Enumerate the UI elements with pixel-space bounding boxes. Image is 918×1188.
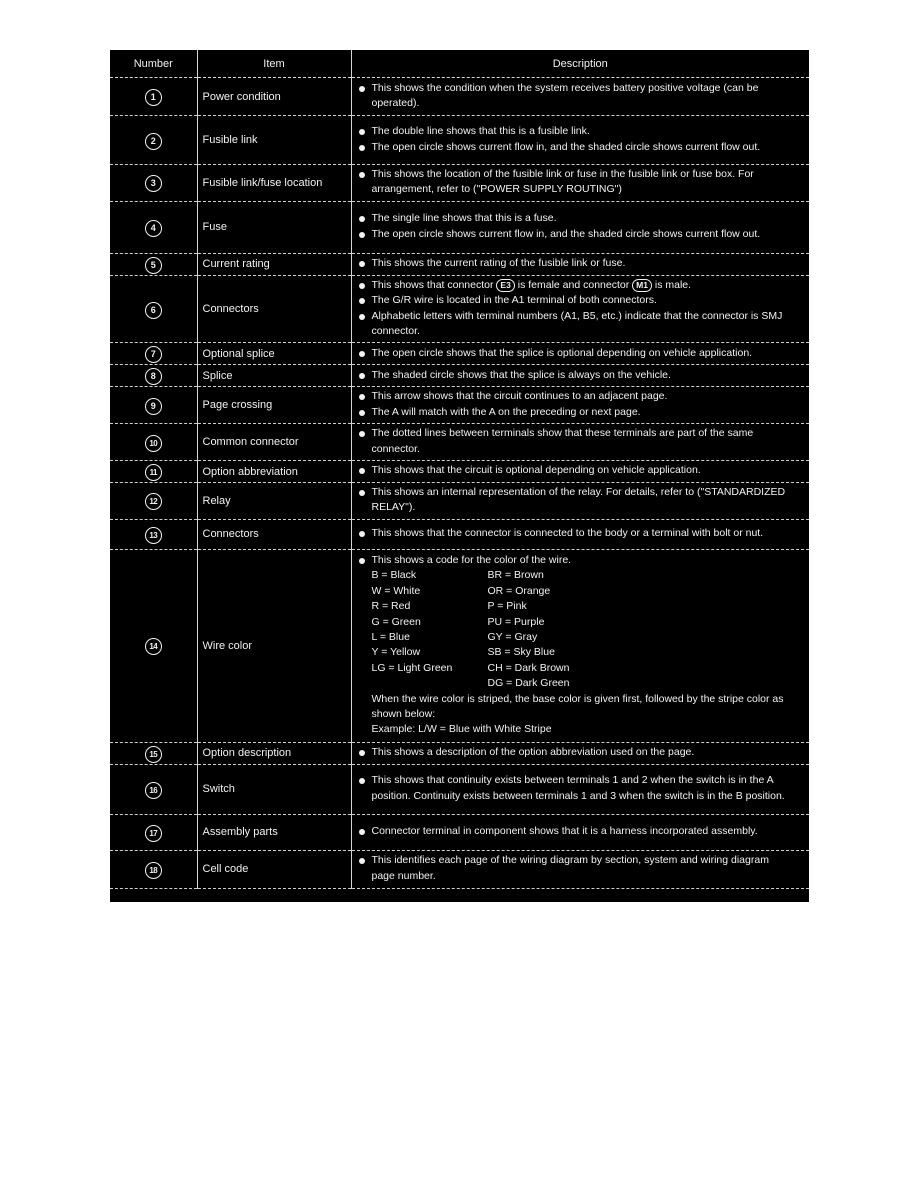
description-text: This shows a code for the color of the wire. (371, 553, 572, 566)
color-code-right: DG = Dark Green (487, 677, 570, 690)
color-code-right: PU = Purple (487, 615, 545, 628)
legend-row (110, 365, 809, 387)
description-line (358, 368, 796, 383)
color-code-pair (372, 584, 796, 599)
header-number: Number (110, 50, 197, 78)
description-text: This shows that the circuit is optional depending on vehicle application. (371, 464, 701, 477)
color-code-pair (372, 676, 796, 691)
description-line (358, 745, 796, 760)
legend-row (110, 253, 809, 275)
description-text: This shows an internal representation of the relay. For details, refer to ("STANDARDIZED RELAY"). (371, 486, 786, 514)
legend-item: Page crossing (197, 387, 351, 424)
description-line (358, 346, 796, 361)
description-line (358, 526, 796, 541)
legend-table (110, 50, 809, 889)
legend-number-cell (110, 814, 197, 850)
color-code-left: G = Green (371, 615, 421, 628)
legend-description (351, 742, 809, 764)
color-code-left: W = White (371, 584, 421, 597)
legend-row (110, 78, 809, 116)
legend-item: Option description (197, 742, 351, 764)
bullet-icon (359, 829, 365, 835)
description-line (358, 426, 796, 457)
number-badge: 13 (145, 527, 162, 544)
bullet-icon (359, 261, 365, 267)
legend-number-cell (110, 275, 197, 343)
description-text: This shows that the connector is connected to the body or a terminal with bolt or nut. (371, 527, 764, 540)
legend-item: Power condition (197, 78, 351, 116)
bullet-icon (359, 351, 365, 357)
legend-row (110, 742, 809, 764)
description-text: is female and connector (517, 278, 630, 291)
legend-description (351, 275, 809, 343)
bullet-icon (359, 129, 365, 135)
legend-item: Switch (197, 764, 351, 814)
connector-e3-icon: E3 (496, 279, 514, 292)
bullet-icon (359, 394, 365, 400)
legend-description (351, 78, 809, 116)
legend-item: Assembly parts (197, 814, 351, 850)
description-text: Alphabetic letters with terminal numbers (A1, B5, etc.) indicate that the connector is SMJ connector. (371, 309, 783, 338)
bullet-icon (359, 86, 365, 92)
number-badge: 1 (145, 89, 162, 106)
description-text: The G/R wire is located in the A1 terminal of both connectors. (371, 294, 657, 307)
striped-wire-note: Example: L/W = Blue with White Stripe (371, 723, 552, 736)
legend-row (110, 165, 809, 202)
legend-row (110, 343, 809, 365)
legend-number-cell (110, 549, 197, 742)
description-text: This shows the location of the fusible link or fuse in the fusible link or fuse box. For arrangement, refer to ("POWER SUPPLY ROUTING") (371, 168, 754, 196)
description-line (358, 405, 796, 420)
bullet-icon (359, 490, 365, 496)
bullet-icon (359, 145, 365, 151)
legend-description (351, 814, 809, 850)
legend-item: Fusible link (197, 116, 351, 165)
legend-number-cell (110, 165, 197, 202)
color-code-left: L = Blue (371, 630, 410, 643)
bullet-icon (359, 216, 365, 222)
number-badge: 4 (145, 220, 162, 237)
description-line (358, 167, 796, 198)
description-line (358, 773, 796, 804)
legend-description (351, 461, 809, 483)
legend-description (351, 253, 809, 275)
color-code-left: B = Black (371, 569, 417, 582)
number-badge: 8 (145, 368, 162, 385)
legend-item: Fuse (197, 201, 351, 253)
legend-description (351, 387, 809, 424)
description-text: The double line shows that this is a fusible link. (371, 125, 590, 138)
bullet-icon (359, 750, 365, 756)
legend-item: Connectors (197, 275, 351, 343)
legend-description (351, 483, 809, 520)
color-code-pair (372, 599, 796, 614)
bullet-icon (359, 558, 365, 564)
legend-number-cell (110, 461, 197, 483)
number-badge: 14 (145, 638, 162, 655)
header-description: Description (351, 50, 809, 78)
description-text: Connector terminal in component shows that it is a harness incorporated assembly. (371, 825, 758, 838)
description-line (358, 278, 796, 293)
bullet-icon (359, 283, 365, 289)
description-text: The single line shows that this is a fuse. (371, 212, 557, 225)
legend-panel (110, 50, 809, 902)
description-text: This shows the current rating of the fusible link or fuse. (371, 257, 626, 270)
bullet-icon (359, 232, 365, 238)
number-badge: 7 (145, 346, 162, 363)
color-code-pair (372, 645, 796, 660)
legend-number-cell (110, 201, 197, 253)
legend-number-cell (110, 387, 197, 424)
legend-description (351, 549, 809, 742)
description-line (358, 140, 796, 155)
legend-row (110, 116, 809, 165)
bullet-icon (359, 373, 365, 379)
connector-m1-icon: M1 (632, 279, 652, 292)
number-badge: 5 (145, 257, 162, 274)
description-line (358, 389, 796, 404)
description-line (358, 81, 796, 112)
bullet-icon (359, 410, 365, 416)
number-badge: 2 (145, 133, 162, 150)
number-badge: 12 (145, 493, 162, 510)
legend-number-cell (110, 365, 197, 387)
striped-wire-note: When the wire color is striped, the base color is given first, followed by the stripe color as shown below: (371, 692, 784, 720)
color-code-right: SB = Sky Blue (487, 646, 555, 659)
bullet-icon (359, 314, 365, 320)
legend-description (351, 201, 809, 253)
color-code-right: CH = Dark Brown (487, 661, 570, 674)
description-line (358, 211, 796, 226)
legend-number-cell (110, 850, 197, 888)
legend-description (351, 519, 809, 549)
description-text: This shows the condition when the system receives battery positive voltage (can be operated). (371, 81, 759, 109)
description-line (358, 853, 796, 884)
legend-item: Common connector (197, 424, 351, 461)
legend-row (110, 519, 809, 549)
description-line (358, 309, 796, 340)
description-text: This shows that continuity exists between terminals 1 and 2 when the switch is in the A position. Continuity exists between terminals 1 and 3 when the switch is in the B position. (371, 774, 785, 802)
wire-color-codes (372, 568, 796, 691)
number-badge: 15 (145, 746, 162, 763)
description-text: The open circle shows current flow in, and the shaded circle shows current flow out. (371, 227, 761, 240)
legend-description (351, 365, 809, 387)
header-row (110, 50, 809, 78)
legend-item: Option abbreviation (197, 461, 351, 483)
description-text: The open circle shows that the splice is optional depending on vehicle application. (371, 346, 753, 359)
color-code-pair (372, 661, 796, 676)
description-line (358, 227, 796, 242)
color-code-pair (372, 615, 796, 630)
color-code-pair (372, 568, 796, 583)
bullet-icon (359, 468, 365, 474)
legend-row (110, 850, 809, 888)
description-text: This shows that connector (371, 278, 494, 291)
description-text: This arrow shows that the circuit continues to an adjacent page. (371, 390, 668, 403)
description-text: The shaded circle shows that the splice is always on the vehicle. (371, 368, 671, 381)
legend-row (110, 461, 809, 483)
description-line (358, 124, 796, 139)
legend-row (110, 275, 809, 343)
number-badge: 18 (145, 862, 162, 879)
description-text: The A will match with the A on the preceding or next page. (371, 405, 641, 418)
description-text: is male. (654, 278, 692, 291)
color-code-right: GY = Gray (487, 630, 538, 643)
description-text: This identifies each page of the wiring diagram by section, system and wiring diagram page number. (371, 854, 769, 882)
legend-row (110, 483, 809, 520)
color-code-right: BR = Brown (487, 569, 544, 582)
color-code-right: OR = Orange (487, 584, 551, 597)
legend-row (110, 201, 809, 253)
legend-description (351, 424, 809, 461)
description-text: The open circle shows current flow in, and the shaded circle shows current flow out. (371, 140, 761, 153)
legend-row (110, 387, 809, 424)
number-badge: 16 (145, 782, 162, 799)
description-line (358, 293, 796, 308)
legend-number-cell (110, 424, 197, 461)
bullet-icon (359, 431, 365, 437)
number-badge: 10 (145, 435, 162, 452)
legend-item: Relay (197, 483, 351, 520)
legend-item: Fusible link/fuse location (197, 165, 351, 202)
color-code-pair (372, 630, 796, 645)
description-text: The dotted lines between terminals show that these terminals are part of the same connector. (371, 427, 754, 455)
number-badge: 3 (145, 175, 162, 192)
legend-description (351, 165, 809, 202)
legend-description (351, 116, 809, 165)
bullet-icon (359, 531, 365, 537)
legend-item: Splice (197, 365, 351, 387)
legend-row (110, 424, 809, 461)
bullet-icon (359, 172, 365, 178)
color-code-left: R = Red (371, 600, 411, 613)
legend-number-cell (110, 78, 197, 116)
legend-item: Current rating (197, 253, 351, 275)
legend-description (351, 850, 809, 888)
description-text: This shows a description of the option abbreviation used on the page. (371, 746, 695, 759)
legend-item: Connectors (197, 519, 351, 549)
legend-number-cell (110, 483, 197, 520)
legend-number-cell (110, 116, 197, 165)
number-badge: 9 (145, 398, 162, 415)
description-line (358, 553, 796, 568)
description-line (358, 485, 796, 516)
legend-row (110, 764, 809, 814)
color-code-left: LG = Light Green (371, 661, 453, 674)
legend-item: Cell code (197, 850, 351, 888)
bullet-icon (359, 778, 365, 784)
legend-number-cell (110, 519, 197, 549)
number-badge: 11 (145, 464, 162, 481)
color-code-right: P = Pink (487, 600, 527, 613)
legend-row (110, 549, 809, 742)
legend-row (110, 814, 809, 850)
legend-number-cell (110, 343, 197, 365)
description-line (358, 256, 796, 271)
number-badge: 6 (145, 302, 162, 319)
legend-number-cell (110, 253, 197, 275)
legend-number-cell (110, 764, 197, 814)
number-badge: 17 (145, 825, 162, 842)
header-item: Item (197, 50, 351, 78)
legend-item: Optional splice (197, 343, 351, 365)
color-code-left (372, 676, 488, 691)
bullet-icon (359, 858, 365, 864)
legend-description (351, 764, 809, 814)
legend-number-cell (110, 742, 197, 764)
legend-description (351, 343, 809, 365)
legend-item: Wire color (197, 549, 351, 742)
color-code-left: Y = Yellow (371, 646, 421, 659)
bullet-icon (359, 298, 365, 304)
description-line (358, 824, 796, 839)
description-line (358, 463, 796, 478)
